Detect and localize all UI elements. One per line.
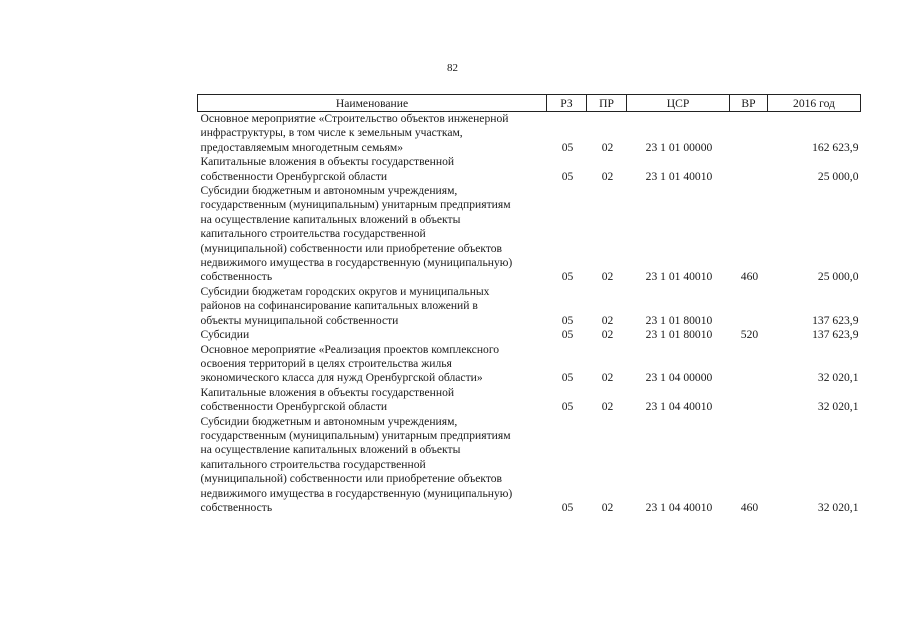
header-pr: ПР <box>587 95 627 112</box>
row-sum: 25 000,0 <box>817 270 859 284</box>
row-vr <box>730 386 768 415</box>
row-csr: 23 1 04 40010 <box>645 500 713 514</box>
row-pr: 02 <box>601 500 614 514</box>
row-rz: 05 <box>561 328 574 342</box>
table-row <box>198 386 861 415</box>
row-sum: 162 623,9 <box>812 140 859 154</box>
row-vr <box>730 155 768 184</box>
row-vr <box>730 112 768 156</box>
row-rz: 05 <box>561 169 574 183</box>
row-sum: 137 623,9 <box>812 328 859 342</box>
row-csr: 23 1 01 80010 <box>645 328 713 342</box>
row-name: Субсидии <box>200 328 250 342</box>
row-rz: 05 <box>561 313 574 327</box>
table-row <box>198 285 861 328</box>
row-name: Субсидии бюджетам городских округов и муниципальных районов на софинансирование капитальных вложений в объекты муниципальной собственности <box>200 284 490 327</box>
row-rz: 05 <box>561 140 574 154</box>
row-pr: 02 <box>601 270 614 284</box>
row-vr: 520 <box>740 328 759 342</box>
header-year-2016: 2016 год <box>768 95 861 112</box>
header-vr: ВР <box>730 95 768 112</box>
row-sum: 32 020,1 <box>817 500 859 514</box>
page-number: 82 <box>447 62 458 74</box>
row-rz: 05 <box>561 500 574 514</box>
row-sum: 32 020,1 <box>817 400 859 414</box>
table-row <box>198 155 861 184</box>
row-csr: 23 1 01 80010 <box>645 313 713 327</box>
row-name: Капитальные вложения в объекты государственной собственности Оренбургской области <box>200 385 455 414</box>
table-header <box>198 95 861 112</box>
row-name: Субсидии бюджетным и автономным учреждениям, государственным (муниципальным) унитарным предприятиям на осуществление капитальных вложений в объекты капитального строительства государственной (муниципальной) собственности или приобретение объектов недвижимого имущества в государственную (муниципальную) собственность <box>200 184 513 284</box>
row-rz: 05 <box>561 371 574 385</box>
row-sum: 32 020,1 <box>817 371 859 385</box>
row-pr: 02 <box>601 328 614 342</box>
row-name: Основное мероприятие «Строительство объектов инженерной инфраструктуры, в том числе к земельным участкам, предоставляемым многодетным семьям» <box>200 112 509 154</box>
row-pr: 02 <box>601 169 614 183</box>
budget-table <box>197 94 861 515</box>
row-csr: 23 1 01 00000 <box>645 140 713 154</box>
row-vr: 460 <box>740 500 759 514</box>
row-csr: 23 1 04 40010 <box>645 400 713 414</box>
header-rz: РЗ <box>547 95 587 112</box>
table-body <box>198 112 861 516</box>
row-csr: 23 1 01 40010 <box>645 169 713 183</box>
table-row <box>198 112 861 156</box>
row-name: Капитальные вложения в объекты государственной собственности Оренбургской области <box>200 155 455 183</box>
row-name: Основное мероприятие «Реализация проектов комплексного освоения территорий в целях строительства жилья экономического класса для нужд Оренбургской области» <box>200 342 500 385</box>
table-row <box>198 328 861 342</box>
row-pr: 02 <box>601 400 614 414</box>
header-csr: ЦСР <box>627 95 730 112</box>
row-sum: 137 623,9 <box>812 313 859 327</box>
header-row <box>198 95 861 112</box>
row-pr: 02 <box>601 313 614 327</box>
header-name: Наименование <box>198 95 547 112</box>
row-csr: 23 1 04 00000 <box>645 371 713 385</box>
row-rz: 05 <box>561 270 574 284</box>
row-vr: 460 <box>740 270 759 284</box>
row-pr: 02 <box>601 140 614 154</box>
table-row <box>198 415 861 516</box>
row-name: Субсидии бюджетным и автономным учреждениям, государственным (муниципальным) унитарным предприятиям на осуществление капитальных вложений в объекты капитального строительства государственной (муниципальной) собственности или приобретение объектов недвижимого имущества в государственную (муниципальную) собственность <box>200 414 513 514</box>
table-row <box>198 343 861 386</box>
row-vr <box>730 343 768 386</box>
row-pr: 02 <box>601 371 614 385</box>
row-csr: 23 1 01 40010 <box>645 270 713 284</box>
row-rz: 05 <box>561 400 574 414</box>
row-sum: 25 000,0 <box>817 169 859 183</box>
table-row <box>198 184 861 285</box>
row-vr <box>730 285 768 328</box>
